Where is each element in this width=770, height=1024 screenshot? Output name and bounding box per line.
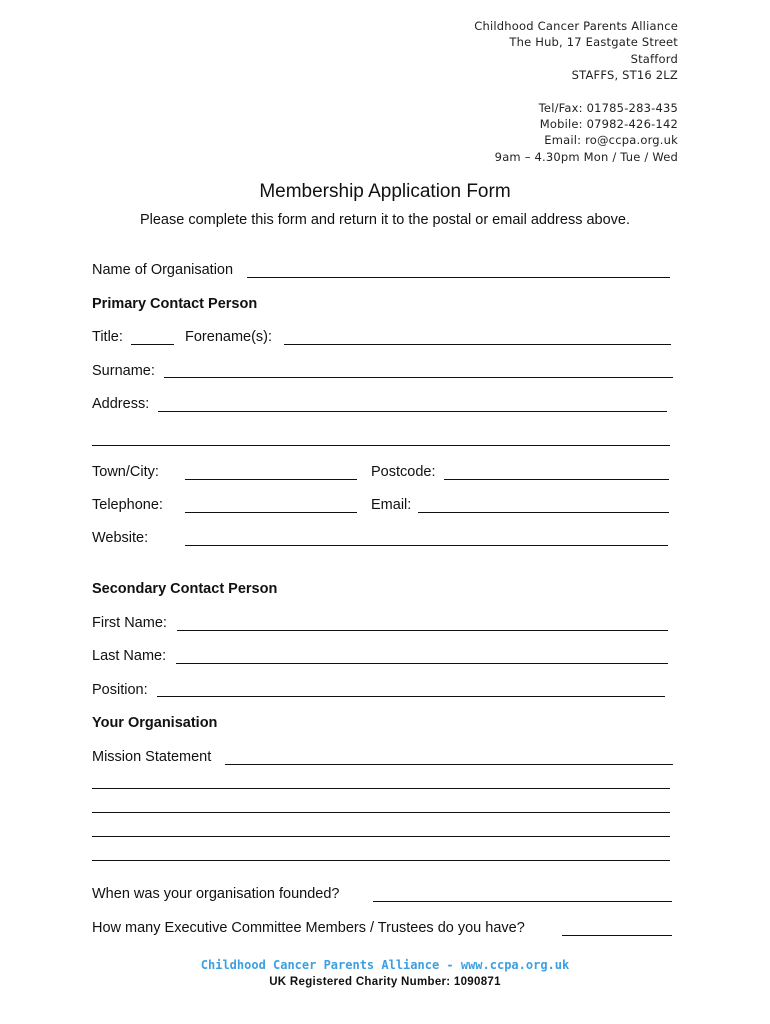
mission-statement-field-line-3[interactable] — [92, 812, 670, 813]
spacer — [474, 84, 678, 100]
website-field[interactable] — [185, 545, 668, 546]
last-name-field[interactable] — [176, 663, 668, 664]
position-field[interactable] — [157, 696, 665, 697]
last-name-label: Last Name: — [92, 648, 167, 664]
contact-line: 9am – 4.30pm Mon / Tue / Wed — [494, 149, 678, 164]
address-line: Stafford — [630, 51, 678, 66]
town-city-label: Town/City: — [92, 464, 159, 480]
forename-field[interactable] — [284, 344, 671, 345]
form-instructions: Please complete this form and return it to the postal or email address above. — [139, 212, 631, 228]
primary-contact-heading: Primary Contact Person — [92, 296, 258, 312]
address-field-line-2[interactable] — [92, 445, 670, 446]
contact-line: Email: ro@ccpa.org.uk — [544, 133, 678, 148]
position-label: Position: — [92, 682, 148, 698]
founded-field[interactable] — [373, 901, 672, 902]
trustees-label: How many Executive Committee Members / Trustees do you have? — [92, 920, 525, 936]
first-name-label: First Name: — [92, 615, 167, 631]
address-line: Childhood Cancer Parents Alliance — [474, 19, 678, 33]
contact-line: Tel/Fax: 01785-283-435 — [538, 100, 678, 115]
postcode-label: Postcode: — [371, 464, 436, 480]
footer-charity-number: UK Registered Charity Number: 1090871 — [269, 976, 501, 988]
address-field-line-1[interactable] — [158, 411, 667, 412]
telephone-label: Telephone: — [92, 497, 163, 513]
mission-statement-field-line-1[interactable] — [225, 764, 673, 765]
surname-label: Surname: — [92, 363, 155, 379]
mission-statement-field-line-2[interactable] — [92, 788, 670, 789]
trustees-field[interactable] — [562, 935, 672, 936]
address-label: Address: — [92, 396, 150, 412]
name-of-organisation-field[interactable] — [247, 277, 670, 278]
contact-line: Mobile: 07982-426-142 — [539, 117, 678, 132]
mission-statement-field-line-5[interactable] — [92, 860, 670, 861]
title-field[interactable] — [131, 344, 174, 345]
your-organisation-heading: Your Organisation — [92, 715, 218, 731]
first-name-field[interactable] — [177, 630, 668, 631]
secondary-contact-heading: Secondary Contact Person — [92, 581, 278, 597]
founded-label: When was your organisation founded? — [92, 886, 340, 902]
footer-org-line: Childhood Cancer Parents Alliance - www.ccpa.org.uk — [200, 958, 570, 972]
email-label: Email: — [371, 497, 412, 513]
email-field[interactable] — [418, 512, 669, 513]
organisation-address-block — [474, 18, 678, 165]
form-title: Membership Application Form — [259, 181, 511, 202]
surname-field[interactable] — [164, 377, 673, 378]
address-line: STAFFS, ST16 2LZ — [571, 68, 678, 83]
mission-statement-field-line-4[interactable] — [92, 836, 670, 837]
mission-statement-label: Mission Statement — [92, 749, 212, 765]
postcode-field[interactable] — [444, 479, 669, 480]
address-line: The Hub, 17 Eastgate Street — [509, 35, 678, 50]
forename-label: Forename(s): — [185, 329, 273, 345]
website-label: Website: — [92, 530, 149, 546]
telephone-field[interactable] — [185, 512, 357, 513]
title-label: Title: — [92, 329, 123, 345]
name-of-organisation-label: Name of Organisation — [92, 262, 234, 278]
town-city-field[interactable] — [185, 479, 357, 480]
